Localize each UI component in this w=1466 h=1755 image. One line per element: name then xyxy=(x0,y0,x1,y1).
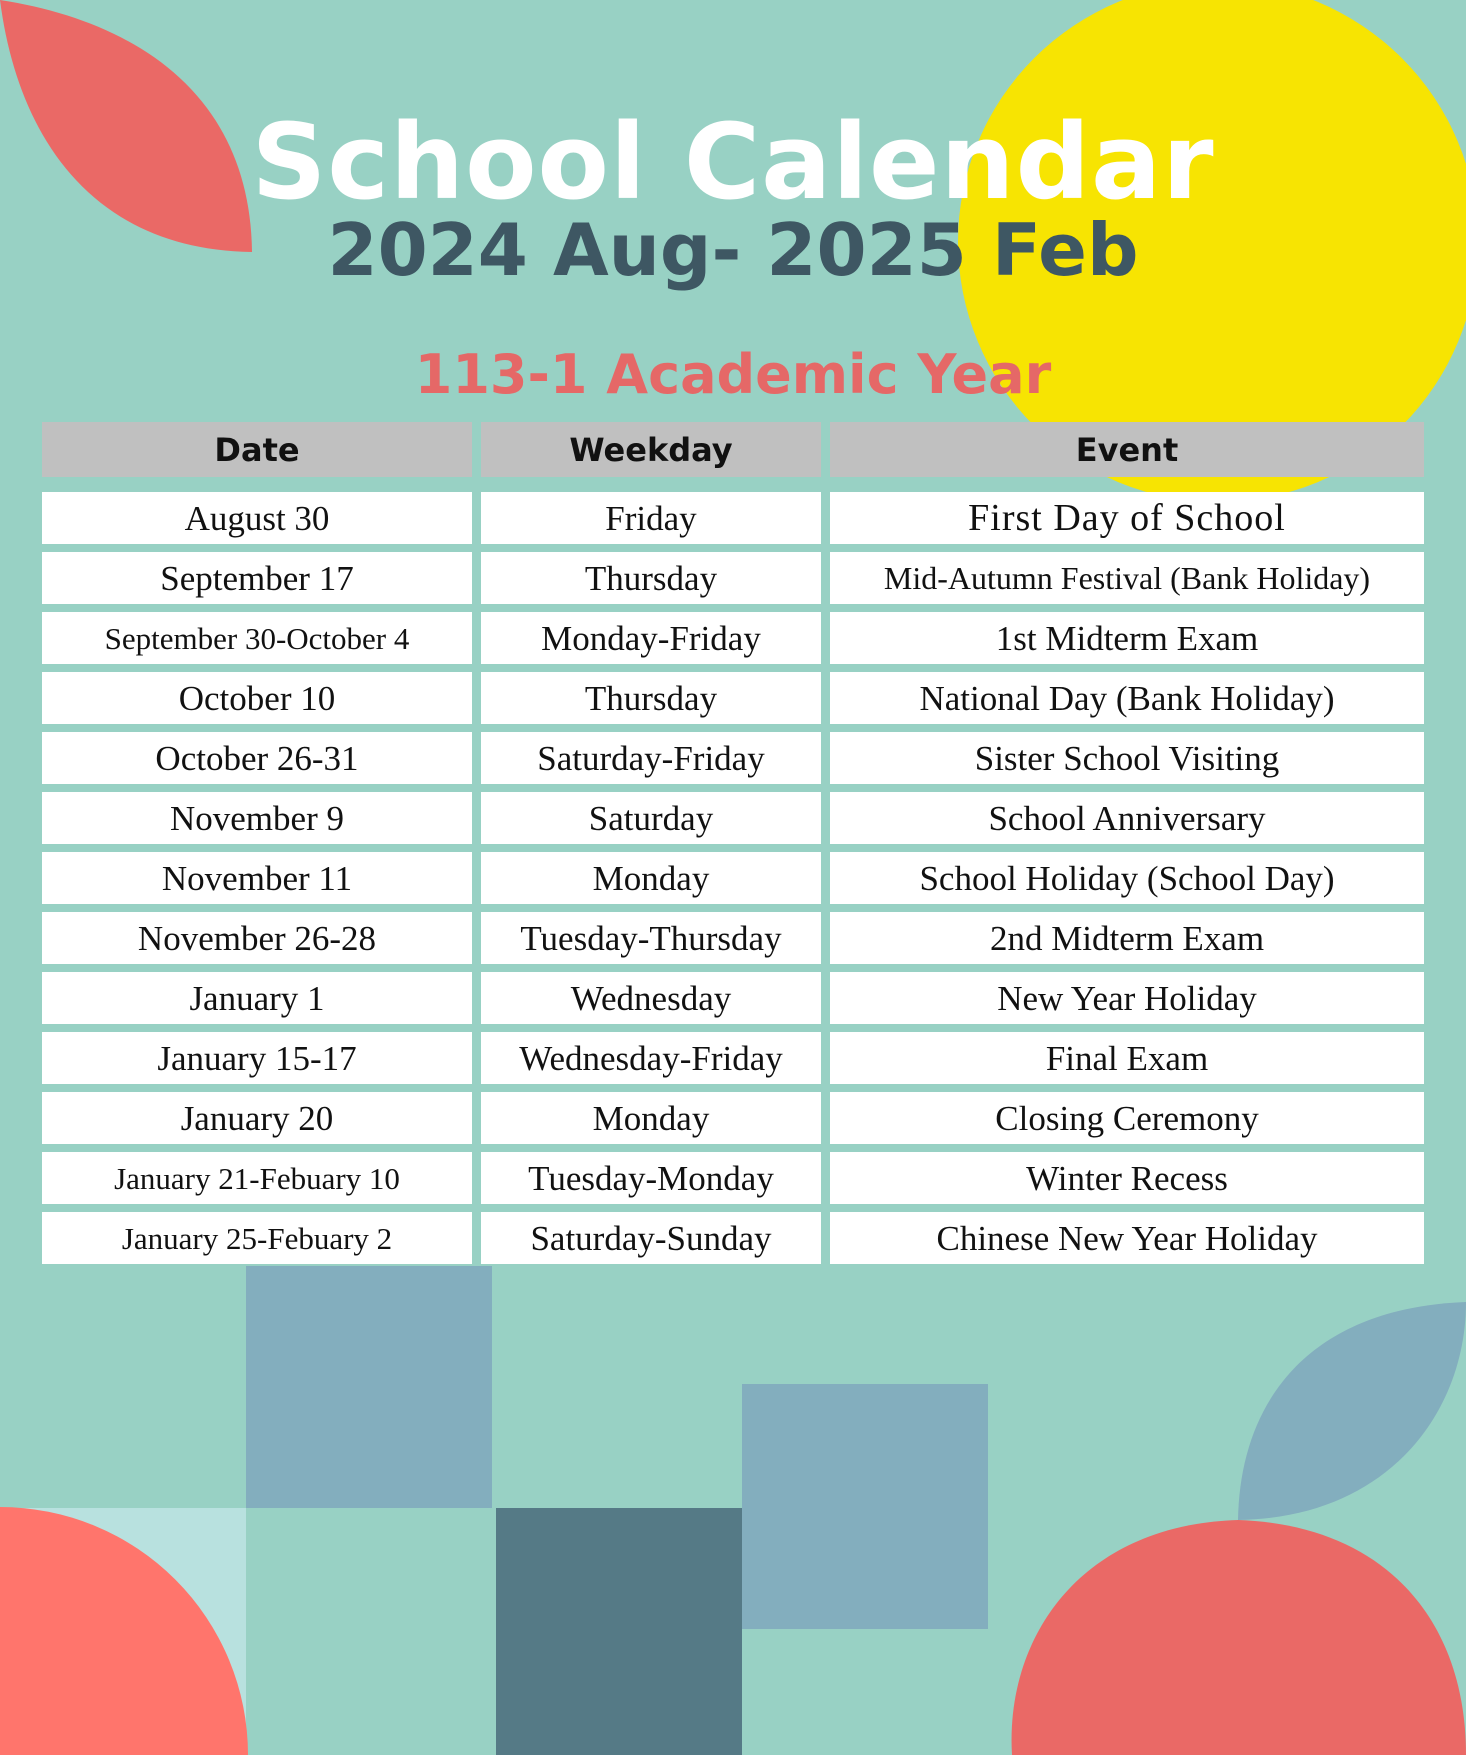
date-cell: January 1 xyxy=(42,972,472,1024)
weekday-cell: Tuesday-Monday xyxy=(481,1152,821,1204)
weekday-cell: Friday xyxy=(481,492,821,544)
date-cell: January 21-Febuary 10 xyxy=(42,1152,472,1204)
date-cell: October 10 xyxy=(42,672,472,724)
academic-year-heading: 113-1 Academic Year xyxy=(414,343,1052,406)
bottom-center-dark-square xyxy=(496,1508,742,1755)
weekday-cell: Tuesday-Thursday xyxy=(481,912,821,964)
date-column-header: Date xyxy=(42,422,472,477)
table-row xyxy=(42,1212,1425,1264)
date-cell: January 25-Febuary 2 xyxy=(42,1212,472,1264)
bottom-right-right-red-petal-shape xyxy=(1238,1520,1466,1755)
bottom-right-left-red-petal-shape xyxy=(1012,1520,1238,1755)
table-row xyxy=(42,912,1425,964)
event-cell: Mid-Autumn Festival (Bank Holiday) xyxy=(830,552,1424,604)
date-cell: November 26-28 xyxy=(42,912,472,964)
table-row xyxy=(42,1032,1425,1084)
weekday-column-header: Weekday xyxy=(481,422,821,477)
page-title: School Calendar xyxy=(251,101,1215,223)
weekday-cell: Wednesday-Friday xyxy=(481,1032,821,1084)
calendar-period: 2024 Aug- 2025 Feb xyxy=(327,208,1139,292)
school-calendar-table xyxy=(42,422,1425,1272)
event-cell: School Holiday (School Day) xyxy=(830,852,1424,904)
bottom-left-blue-square xyxy=(246,1266,492,1508)
weekday-cell: Thursday xyxy=(481,672,821,724)
table-row xyxy=(42,552,1425,604)
table-row xyxy=(42,492,1425,544)
weekday-cell: Saturday xyxy=(481,792,821,844)
weekday-cell: Thursday xyxy=(481,552,821,604)
event-cell: Final Exam xyxy=(830,1032,1424,1084)
event-cell: Sister School Visiting xyxy=(830,732,1424,784)
date-cell: November 9 xyxy=(42,792,472,844)
table-header-row xyxy=(42,422,1425,477)
table-row xyxy=(42,972,1425,1024)
date-cell: January 15-17 xyxy=(42,1032,472,1084)
bottom-right-blue-petal-shape xyxy=(1238,1302,1466,1520)
table-row xyxy=(42,1152,1425,1204)
weekday-cell: Saturday-Sunday xyxy=(481,1212,821,1264)
event-cell: New Year Holiday xyxy=(830,972,1424,1024)
date-cell: September 17 xyxy=(42,552,472,604)
date-cell: January 20 xyxy=(42,1092,472,1144)
date-cell: October 26-31 xyxy=(42,732,472,784)
date-cell: August 30 xyxy=(42,492,472,544)
table-row xyxy=(42,852,1425,904)
table-row xyxy=(42,732,1425,784)
weekday-cell: Monday-Friday xyxy=(481,612,821,664)
table-row xyxy=(42,672,1425,724)
weekday-cell: Wednesday xyxy=(481,972,821,1024)
weekday-cell: Saturday-Friday xyxy=(481,732,821,784)
event-cell: 2nd Midterm Exam xyxy=(830,912,1424,964)
date-cell: September 30-October 4 xyxy=(42,612,472,664)
table-row xyxy=(42,1092,1425,1144)
table-row xyxy=(42,612,1425,664)
date-cell: November 11 xyxy=(42,852,472,904)
bottom-right-blue-square xyxy=(742,1384,988,1629)
event-cell: First Day of School xyxy=(830,492,1424,544)
event-cell: 1st Midterm Exam xyxy=(830,612,1424,664)
event-cell: Chinese New Year Holiday xyxy=(830,1212,1424,1264)
event-column-header: Event xyxy=(830,422,1424,477)
event-cell: Winter Recess xyxy=(830,1152,1424,1204)
weekday-cell: Monday xyxy=(481,1092,821,1144)
event-cell: National Day (Bank Holiday) xyxy=(830,672,1424,724)
weekday-cell: Monday xyxy=(481,852,821,904)
event-cell: School Anniversary xyxy=(830,792,1424,844)
event-cell: Closing Ceremony xyxy=(830,1092,1424,1144)
table-row xyxy=(42,792,1425,844)
